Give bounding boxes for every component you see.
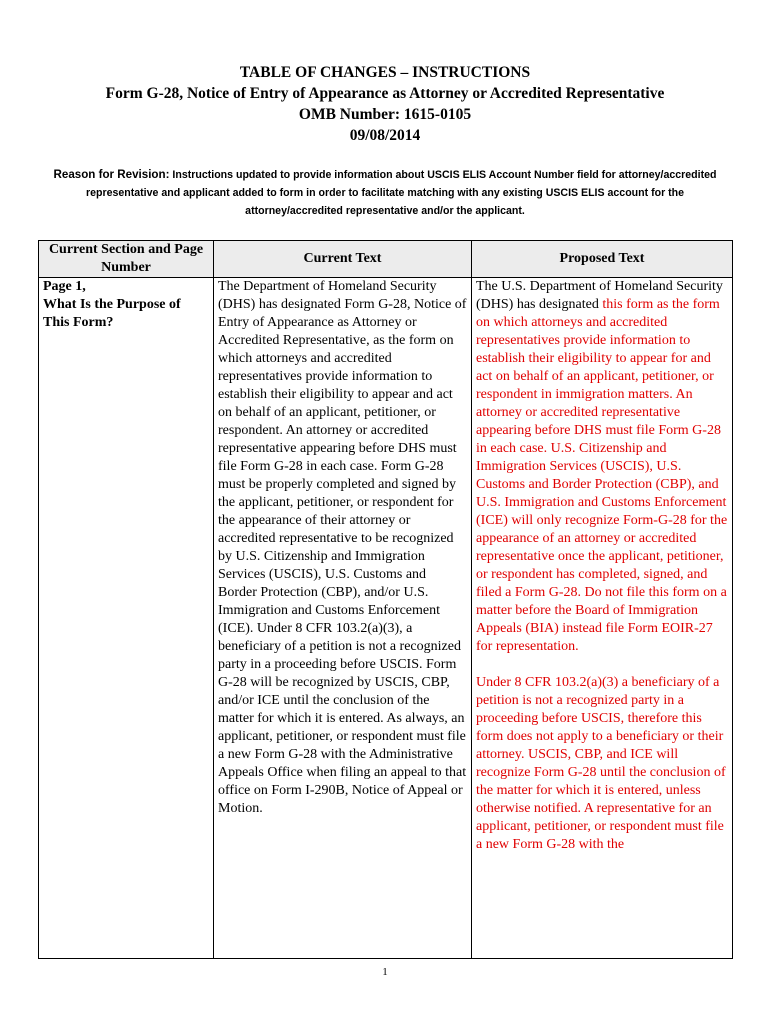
current-text: The Department of Homeland Security (DHS) has designated Form G-28, Notice of Entry of Appearance as Attorney or Accredited Representative, as the form on which attorneys and accredited representatives provide information to establish their eligibility to appear and act on behalf of an applicant, petitioner, or respondent. An attorney or accredited representative appearing before DHS must file Form G-28 in each case. Form G-28 must be properly completed and signed by the applicant, petitioner, or respondent for the appearance of their attorney or accredited representative to be recognized by U.S. Citizenship and Immigration Services (USCIS), U.S. Customs and Border Protection (CBP), and/or U.S. Immigration and Customs Enforcement (ICE). Under 8 CFR 103.2(a)(3), a beneficiary of a petition is not a recognized party in a proceeding before USCIS. Form G-28 will be recognized by USCIS, CBP, and/or ICE until the conclusion of the matter for which it is entered. As always, an applicant, petitioner, or respondent must file a new Form G-28 with the Administrative Appeals Office when filing an appeal to that office on Form I-290B, Notice of Appeal or Motion. — [218, 279, 467, 816]
section-cell — [39, 278, 214, 959]
page-number: 1 — [382, 966, 388, 978]
table-header-row — [39, 241, 733, 278]
title-line-2: Form G-28, Notice of Entry of Appearance as Attorney or Accredited Representative — [105, 85, 665, 102]
paragraph-gap — [476, 656, 728, 674]
reason-text: Instructions updated to provide information about USCIS ELIS Account Number field for attorney/accredited representative and applicant added to form in order to facilitate matching with any existing USCIS ELIS account for the attorney/accredited representative and/or the applicant. — [85, 169, 717, 217]
reason-for-revision — [40, 166, 730, 220]
omb-number: OMB Number: 1615-0105 — [298, 106, 472, 123]
title-line-1: TABLE OF CHANGES – INSTRUCTIONS — [239, 64, 531, 81]
document-date: 09/08/2014 — [349, 127, 421, 144]
proposed-text-revised: this form as the form on which attorneys and accredited representatives provide information to establish their eligibility to appear for and act on behalf of an applicant, petitioner, or respondent in immigration matters. An attorney or accredited representative appearing before DHS must file Form G-28 in each case. U.S. Citizenship and Immigration Services (USCIS), U.S. Customs and Border Protection (CBP), and U.S. Immigration and Customs Enforcement (ICE) will only recognize Form-G-28 for the appearance of an attorney or accredited representative once the applicant, petitioner, or respondent has completed, signed, and filed a Form G-28. Do not file this form on a matter before the Board of Immigration Appeals (BIA) instead file Form EOIR-27 for representation. — [476, 297, 728, 654]
proposed-text-revised-2: Under 8 CFR 103.2(a)(3) a beneficiary of a petition is not a recognized party in a proceeding before USCIS, therefore this form does not apply to a beneficiary or their attorney. USCIS, CBP, and ICE will recognize Form G-28 until the conclusion of the matter for which it is entered, unless otherwise notified. A representative for an applicant, petitioner, or respondent must file a new Form G-28 with the — [476, 675, 726, 852]
header-proposed-text: Proposed Text — [472, 241, 733, 278]
document-title — [0, 62, 770, 146]
proposed-text-cell — [472, 278, 733, 959]
reason-label: Reason for Revision: — [53, 168, 170, 181]
changes-table — [38, 240, 733, 959]
section-label: Page 1, What Is the Purpose of This Form? — [43, 279, 181, 330]
header-section: Current Section and Page Number — [39, 241, 214, 278]
header-current-text: Current Text — [214, 241, 472, 278]
table-row — [39, 278, 733, 959]
proposed-text-unchanged: The U.S. Department of Homeland Security (DHS) has designated — [476, 279, 723, 312]
current-text-cell — [214, 278, 472, 959]
